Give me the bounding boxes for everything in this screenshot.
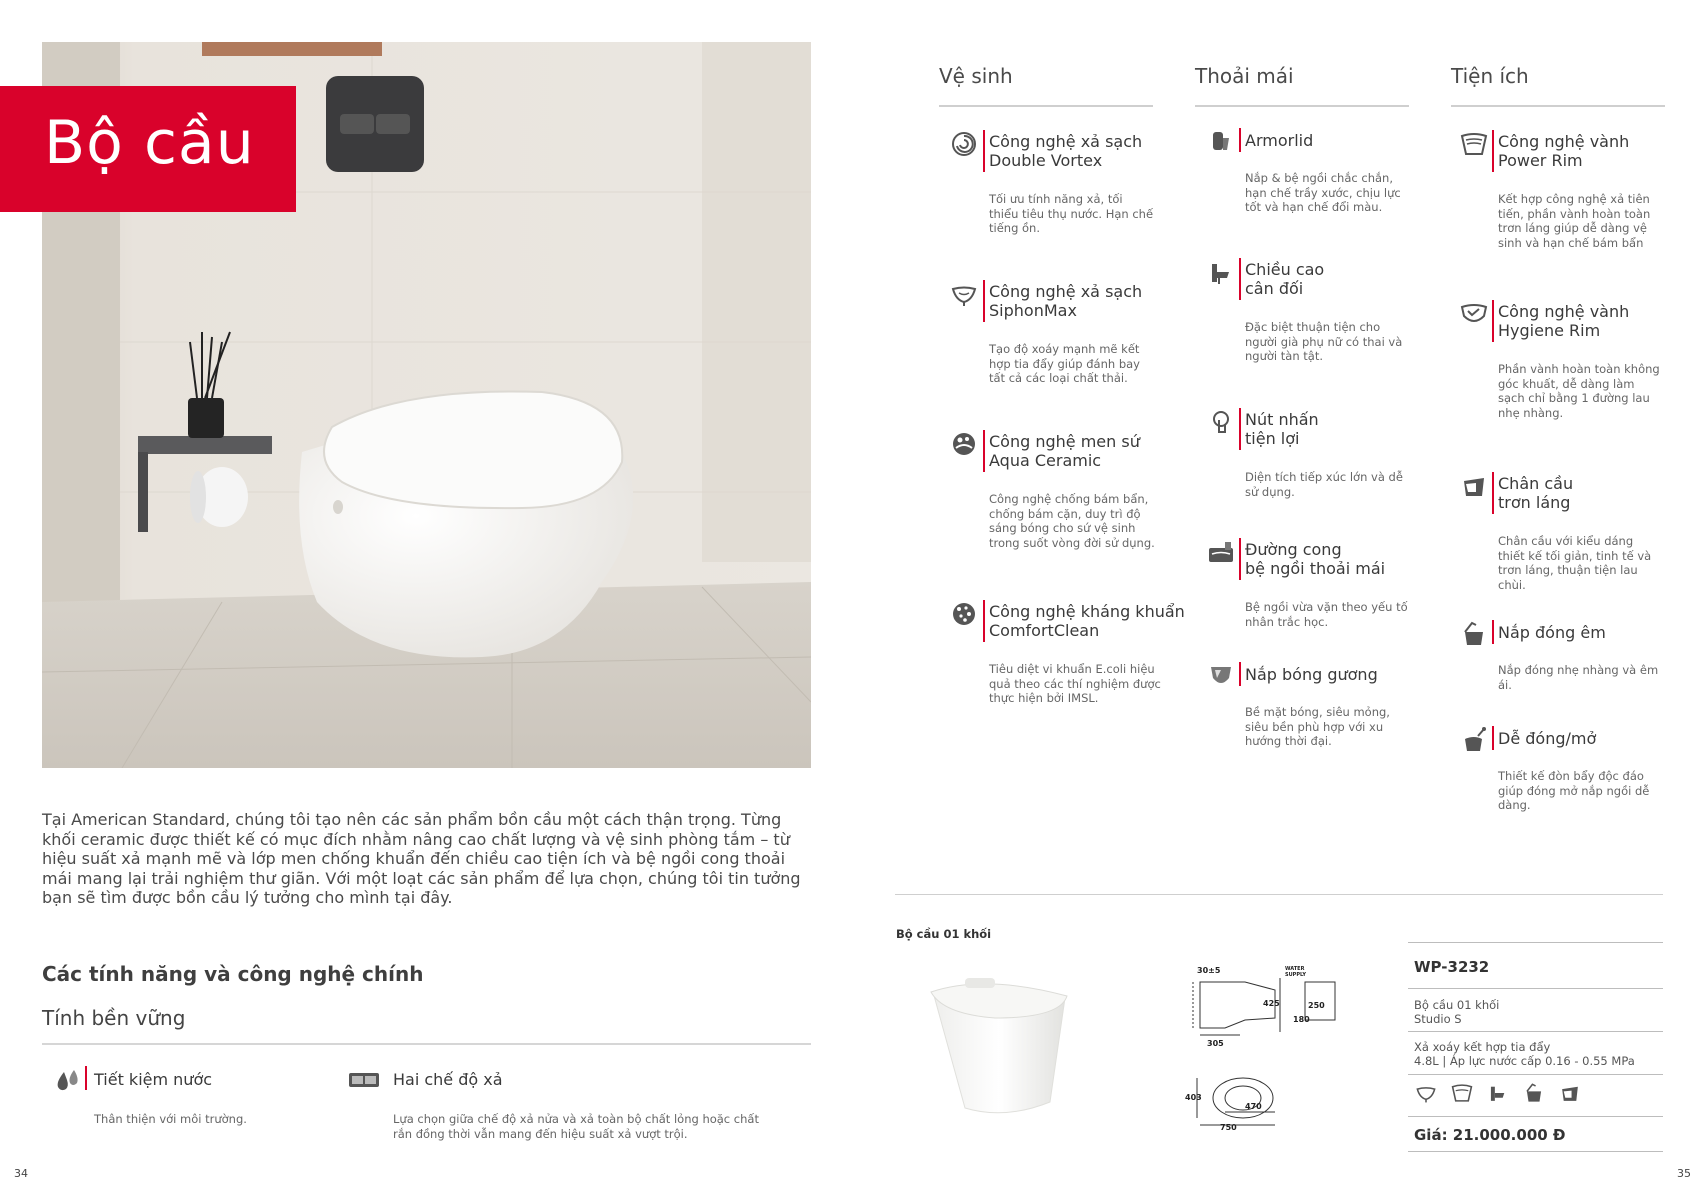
feature-name: Công nghệ men sứ Aqua Ceramic: [989, 432, 1140, 470]
feature-desc: Đặc biệt thuận tiện cho người già phụ nữ có thai và người tàn tật.: [1245, 320, 1403, 363]
feature-desc: Tối ưu tính năng xả, tối thiểu tiêu thụ nước. Hạn chế tiếng ồn.: [989, 192, 1154, 235]
feature-name: Tiết kiệm nước: [94, 1070, 213, 1089]
feature-armorlid: [1207, 128, 1437, 228]
feature-smooth-base: [1460, 472, 1670, 592]
feature-name: Đường cong bệ ngồi thoải mái: [1245, 540, 1386, 578]
features-title: Các tính năng và công nghệ chính: [42, 962, 424, 986]
feature-name: Nắp đóng êm: [1498, 623, 1606, 642]
feature-desc: Chân cầu với kiểu dáng thiết kế tối giản, tinh tế và trơn láng, thuận tiện lau chùi.: [1498, 534, 1652, 592]
feature-aqua-ceramic: [950, 430, 1180, 570]
feature-double-vortex: [950, 130, 1180, 240]
column-title-comfort: Thoải mái: [1195, 64, 1294, 88]
smooth-base-icon: [1460, 472, 1488, 500]
feature-name: Chân cầu trơn láng: [1498, 474, 1574, 512]
product-model: WP-3232: [1414, 958, 1490, 976]
feature-desc: Công nghệ chống bám bẩn, chống bám cặn, duy trì độ sáng bóng cho sứ vệ sinh trong suốt vòng đời sử dụng.: [989, 492, 1155, 550]
feature-easy-open: [1460, 726, 1670, 816]
height-icon: [1207, 258, 1235, 286]
feature-dual-flush: [348, 1066, 768, 1146]
feature-curved-seat: [1207, 538, 1447, 638]
feature-name: Công nghệ kháng khuẩn ComfortClean: [989, 602, 1185, 640]
feature-hygiene-rim: [1460, 300, 1670, 420]
soft-close-icon: [1460, 620, 1488, 648]
column-rule: [1195, 105, 1409, 107]
dim-w1: 305: [1207, 1039, 1224, 1048]
soft-close-icon: [1522, 1082, 1546, 1104]
ceramic-icon: [950, 430, 978, 458]
column-rule: [939, 105, 1153, 107]
siphon-icon: [1414, 1082, 1438, 1104]
feature-comfortclean: [950, 600, 1190, 710]
page-title: Bộ cầu: [44, 108, 255, 178]
product-price: Giá: 21.000.000 Đ: [1414, 1126, 1566, 1144]
dim-top: 30±5: [1197, 966, 1221, 975]
feature-name: Hai chế độ xả: [393, 1070, 503, 1089]
feature-desc: Bệ ngồi vừa vặn theo yếu tố nhân trắc học.: [1245, 600, 1408, 629]
feature-desc: Tiêu diệt vi khuẩn E.coli hiệu quả theo các thí nghiệm được thực hiện bởi IMSL.: [989, 662, 1161, 705]
feature-desc: Lựa chọn giữa chế độ xả nửa và xả toàn bộ chất lỏng hoặc chất rắn đồng thời vẫn mang đến hiệu suất xả vượt trội.: [393, 1112, 759, 1141]
feature-name: Armorlid: [1245, 131, 1314, 150]
feature-water-saving: [54, 1066, 354, 1146]
feature-name: Dễ đóng/mở: [1498, 729, 1597, 748]
feature-name: Công nghệ vành Power Rim: [1498, 132, 1630, 170]
feature-desc: Tạo độ xoáy mạnh mẽ kết hợp tia đẩy giúp đánh bay tất cả các loại chất thải.: [989, 342, 1140, 385]
push-button-icon: [1207, 408, 1235, 436]
siphon-icon: [950, 280, 978, 308]
feature-desc: Thân thiện với môi trường.: [94, 1112, 247, 1126]
feature-desc: Nắp đóng nhẹ nhàng và êm ái.: [1498, 663, 1659, 692]
page-title-box: [0, 86, 296, 212]
easy-open-icon: [1460, 726, 1488, 754]
intro-paragraph: Tại American Standard, chúng tôi tạo nên các sản phẩm bồn cầu một cách thận trọng. Từng khối ceramic được thiết kế có mục đích nhằm nâng cao chất lượng và vệ sinh phòng tắm – từ hiệu suất xả mạnh mẽ và lớp men chống khuẩn đến chiều cao tiện ích và bệ ngồi cong thoải mái mang lại trải nghiệm thư giãn. Với một loạt các sản phẩm để lựa chọn, chúng tôi tin tưởng bạn sẽ tìm được bồn cầu lý tưởng cho mình tại đây.: [42, 810, 801, 907]
product-photo: [925, 970, 1085, 1118]
product-specs: Xả xoáy kết hợp tia đẩy 4.8L | Áp lực nước cấp 0.16 - 0.55 MPa: [1414, 1040, 1635, 1068]
column-title-hygiene: Vệ sinh: [939, 64, 1013, 88]
product-name: Bộ cầu 01 khối Studio S: [1414, 998, 1500, 1026]
feature-siphonmax: [950, 280, 1180, 390]
divider: [42, 1043, 811, 1045]
dim-w4: 750: [1220, 1123, 1237, 1130]
product-spec-card: [1408, 942, 1663, 1152]
feature-desc: Nắp & bệ ngồi chắc chắn, hạn chế trầy xước, chịu lực tốt và hạn chế đổi màu.: [1245, 171, 1401, 214]
feature-glossy-lid: [1207, 662, 1437, 762]
antibacterial-icon: [950, 600, 978, 628]
power-rim-icon: [1460, 130, 1488, 158]
dim-h1: 425: [1263, 999, 1280, 1008]
dimension-drawing: [1185, 960, 1360, 1130]
dim-h2: 250: [1308, 1001, 1325, 1010]
glossy-lid-icon: [1207, 662, 1235, 690]
feature-name: Công nghệ xả sạch SiphonMax: [989, 282, 1143, 320]
page-number-left: 34: [14, 1167, 28, 1180]
column-title-utility: Tiện ích: [1451, 64, 1529, 88]
feature-name: Công nghệ vành Hygiene Rim: [1498, 302, 1630, 340]
feature-desc: Thiết kế đòn bẩy độc đáo giúp đóng mở nắp ngồi dễ dàng.: [1498, 769, 1650, 812]
armorlid-icon: [1207, 128, 1235, 156]
water-drop-icon: [54, 1066, 82, 1094]
dim-supply-2: SUPPLY: [1285, 972, 1307, 978]
feature-desc: Bề mặt bóng, siêu mỏng, siêu bền phù hợp với xu hướng thời đại.: [1245, 705, 1390, 748]
section-divider: [895, 894, 1663, 895]
feature-desc: Kết hợp công nghệ xả tiên tiến, phần vành hoàn toàn trơn láng giúp dễ dàng vệ sinh và hạn chế bám bẩn: [1498, 192, 1651, 250]
feature-name: Chiều cao cân đối: [1245, 260, 1325, 298]
feature-comfort-height: [1207, 258, 1437, 368]
feature-desc: Phần vành hoàn toàn không góc khuất, dễ dàng làm sạch chỉ bằng 1 đường lau nhẹ nhàng.: [1498, 362, 1660, 420]
dim-w2: 403: [1185, 1093, 1202, 1102]
feature-name: Công nghệ xả sạch Double Vortex: [989, 132, 1143, 170]
height-icon: [1486, 1082, 1510, 1104]
power-rim-icon: [1450, 1082, 1474, 1104]
smooth-base-icon: [1558, 1082, 1582, 1104]
product-feature-icons: [1414, 1082, 1582, 1104]
dual-flush-icon: [348, 1066, 380, 1094]
accent-bar: [85, 1066, 87, 1090]
feature-name: Nút nhấn tiện lợi: [1245, 410, 1319, 448]
dim-supply-1: WATER: [1285, 966, 1305, 972]
dim-d1: 180: [1293, 1015, 1310, 1024]
hygiene-rim-icon: [1460, 300, 1488, 328]
durability-title: Tính bền vững: [42, 1006, 186, 1030]
column-rule: [1451, 105, 1665, 107]
feature-power-rim: [1460, 130, 1670, 250]
page-number-right: 35: [1677, 1167, 1691, 1180]
feature-name: Nắp bóng gương: [1245, 665, 1378, 684]
product-section-label: Bộ cầu 01 khối: [896, 927, 992, 941]
vortex-icon: [950, 130, 978, 158]
dim-w3: 470: [1245, 1102, 1262, 1111]
feature-push-button: [1207, 408, 1437, 508]
curved-seat-icon: [1207, 538, 1235, 566]
feature-soft-close: [1460, 620, 1670, 700]
feature-desc: Diện tích tiếp xúc lớn và dễ sử dụng.: [1245, 470, 1403, 499]
